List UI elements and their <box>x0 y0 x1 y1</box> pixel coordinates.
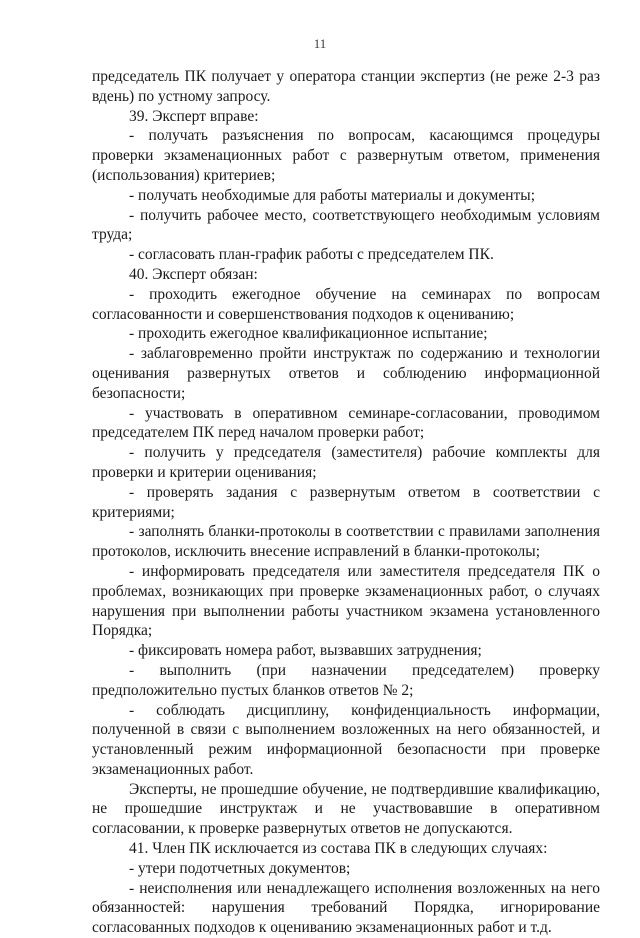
list-item: - проверять задания с развернутым ответом в соответствии с критериями; <box>92 483 600 521</box>
list-item: - неисполнения или ненадлежащего исполнения возложенных на него обязанностей: нарушения требований Порядка, игнорирование согласованных подходов к оцениванию экзаменационных работ и т.д. <box>92 879 600 937</box>
document-body <box>92 67 600 938</box>
list-item: - участвовать в оперативном семинаре-согласовании, проводимом председателем ПК перед началом проверки работ; <box>92 404 600 442</box>
list-item: - проходить ежегодное обучение на семинарах по вопросам согласованности и совершенствования подходов к оцениванию; <box>92 285 600 323</box>
list-item: - заблаговременно пройти инструктаж по содержанию и технологии оценивания развернутых ответов и соблюдению информационной безопасности; <box>92 345 600 402</box>
list-item: - фиксировать номера работ, вызвавших затруднения; <box>129 642 482 660</box>
list-item: - соблюдать дисциплину, конфиденциальность информации, полученной в связи с выполнением возложенных на него обязанностей, и установленный режим информационной безопасности при проверке экзаменационных работ. <box>92 701 600 778</box>
page-number: 11 <box>313 36 327 51</box>
list-item: - получать разъяснения по вопросам, касающимся процедуры проверки экзаменационных работ с развернутым ответом, применения (использования) критериев; <box>92 127 600 184</box>
list-item: - получить у председателя (заместителя) рабочие комплекты для проверки и критерии оценивания; <box>92 444 600 481</box>
paragraph: Эксперты, не прошедшие обучение, не подтвердившие квалификацию, не прошедшие инструктаж и не участвовавшие в оперативном согласовании, к проверке развернутых ответов не допускаются. <box>92 780 600 838</box>
clause-40-heading: 40. Эксперт обязан: <box>129 265 258 283</box>
clause-41-heading: 41. Член ПК исключается из состава ПК в следующих случаях: <box>129 840 548 858</box>
list-item: - выполнить (при назначении председателем) проверку предположительно пустых бланков ответов № 2; <box>92 661 600 699</box>
clause-39-heading: 39. Эксперт вправе: <box>129 107 259 125</box>
list-item: - проходить ежегодное квалификационное испытание; <box>129 325 488 343</box>
list-item: - информировать председателя или заместителя председателя ПК о проблемах, возникающих при проверке экзаменационных работ, о случаях нарушения при выполнении работы участником экзамена установленного Порядка; <box>92 562 600 640</box>
list-item: - заполнять бланки-протоколы в соответствии с правилами заполнения протоколов, исключить внесение исправлений в бланки-протоколы; <box>92 523 600 561</box>
list-item: - согласовать план-график работы с председателем ПК. <box>129 246 494 264</box>
list-item: - получать необходимые для работы материалы и документы; <box>129 186 536 204</box>
list-item: - получить рабочее место, соответствующего необходимым условиям труда; <box>92 206 600 244</box>
paragraph-continuation: председатель ПК получает у оператора станции экспертиз (не реже 2-3 раз вдень) по устному запросу. <box>92 68 600 105</box>
list-item: - утери подотчетных документов; <box>129 859 351 877</box>
